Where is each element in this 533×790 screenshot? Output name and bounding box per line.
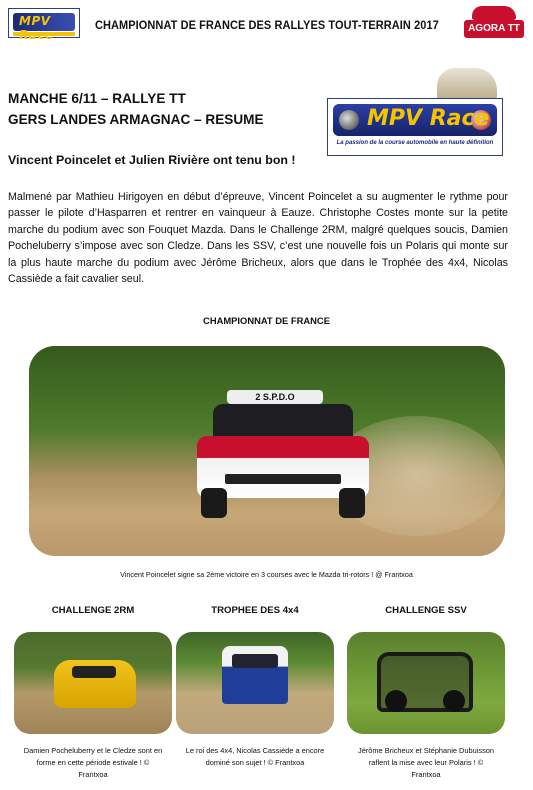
header-title: CHAMPIONNAT DE FRANCE DES RALLYES TOUT-TERRAIN 2017 [95,18,439,32]
mpv-logo-text: MPV [19,14,51,28]
event-title-line2: GERS LANDES ARMAGNAC – RESUME [8,112,264,127]
rally-car [197,390,377,530]
mpv-race-logo-large [327,68,503,156]
event-title [8,88,264,130]
main-rally-photo [29,346,505,556]
helmet-icon [339,110,359,130]
agora-tt-logo-text: AGORA TT [464,20,524,38]
car-roof-number: 2 S.P.D.O [255,392,295,402]
main-photo-caption: Vincent Poincelet signe sa 2ème victoire en 3 courses avec le Mazda tri-rotors ! @ Frantxoa [120,570,413,579]
challenge-ssv-caption: Jérôme Bricheux et Stéphanie Dubuisson raflent la mise avec leur Polaris ! © Frantxoa [358,746,494,779]
challenge-ssv-title: CHALLENGE SSV [385,605,467,616]
challenge-2rm-caption: Damien Pocheluberry et le Cledze sont en forme en cette période estivale ! © Frantxoa [23,746,163,779]
event-title-line1: MANCHE 6/11 – RALLYE TT [8,91,186,106]
rally-car-graphic [437,68,497,102]
championnat-section-title: CHAMPIONNAT DE FRANCE [203,315,330,326]
mpv-logo-tagline: La passion de la course automobile en haute définition [336,140,494,146]
trophee-4x4-caption: Le roi des 4x4, Nicolas Cassiède a encore dominé son sujet ! © Frantxoa [185,746,325,767]
trophee-4x4-photo [176,632,334,734]
challenge-2rm-title: CHALLENGE 2RM [51,605,135,616]
article-headline: Vincent Poincelet et Julien Rivière ont tenu bon ! [8,153,296,167]
agora-tt-logo [462,6,526,40]
trophee-4x4-title: TROPHEE DES 4x4 [211,605,299,616]
mpv-logo-name: MPV Race [367,106,490,131]
page-header [0,0,533,46]
challenge-2rm-photo [14,632,172,734]
mpv-race-logo-small [8,8,80,38]
article-body: Malmené par Mathieu Hirigoyen en début d’épreuve, Vincent Poincelet a su augmenter le rythme pour passer le pilote d’Hasparren et rentrer en vainqueur à Eauze. Christophe Costes monte sur la petite marche du podium avec son Fouquet Mazda. Dans le Challenge 2RM, malgré quelques soucis, Damien Pocheluberry s’impose avec son Cledze. Dans les SSV, c’est une nouvelle fois un Polaris qui monte sur la plus haute marche du podium avec Jérôme Bricheux, alors que dans le Trophée des 4x4, Nicolas Cassiède a fait cavalier seul. [8,191,508,286]
challenge-ssv-photo [347,632,505,734]
